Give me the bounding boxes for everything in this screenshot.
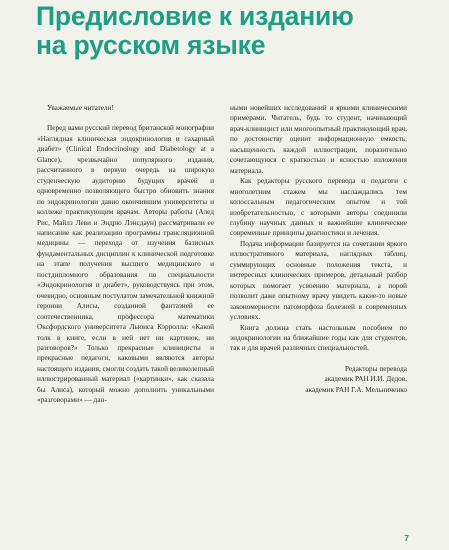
paragraph-3: Подача информации базируется на сочетании яркого иллюстративного материала, наглядных таблиц, суммирующих основные положения текста, и интересных клинических примеров, детальный разбор которых помогает усвоению материала, а порой позволит даже опытному врачу увидеть какие-то новые закономерности патоморфоза болезней в современных условиях. — [230, 239, 407, 322]
title-line-2: на русском языке — [36, 30, 266, 60]
right-column — [230, 103, 407, 395]
signature-line-2: академик РАН И.И. Дедов, — [324, 375, 407, 384]
paragraph-2: Как редакторы русского перевода и педагоги с многолетним стажем мы наслаждались тем колоссальным педагогическим опытом и той изобретательностью, с которыми авторы соединили глубину научных данных и важнейшие клинические современные принципы диагностики и лечения. — [230, 177, 407, 238]
paragraph-1-continuation: ными новейших исследований и яркими клиническими примерами. Читатель, будь то студент, начинающий врач-клиницист или многоопытный практикующий врач, по достоинству оценит информационную емкость, насыщенность каждой иллюстрации, поразительно сочетающуюся с краткостью и ясностью изложения материала. — [230, 104, 407, 175]
paragraph-1: Перед вами русский перевод британской монографии «Наглядная клиническая эндокринология и сахарный диабет» (Clinical Endocrinology and Diabetology at a Glance), чрезвычайно популярного издания, рассчитанного в первую очередь на широкую студенческую аудиторию будущих врачей и одновременно позволяющего быстро обновить знания по эндокринологии давно окончившим университеты и коллеже практикующим врачам. Авторы работы (Алед Рис, Майлз Леви и Эндрю Лэнсдаун) рассматривали ее написание как реализацию программы трансляционной медицины — перехода от изучения базисных фундаментальных дисциплин к клинической подготовке на этапе получения высшего медицинского и постдипломного образования по специальности «Эндокринология и диабет», руководствуясь при этом, очевидно, основным постулатом замечательной книжной героини Алисы, созданной фантазией ее соотечественника, профессора математики Оксфордского университета Льюиса Кэрролла: «Какой толк в книге, если в ней нет ни картинок, ни разговоров?» Только прекрасные клиницисты и прекрасные педагоги, каковыми являются авторы настоящего издания, смогли создать такой великолепный иллюстрированный материал («картинки», как сказала бы Алиса), который можно дополнить уникальными «разговорами» — дан- — [37, 124, 214, 405]
greeting: Уважаемые читатели! — [47, 104, 114, 112]
paragraph-4: Книга должна стать настольным пособием по эндокринологии на ближайшие годы как для студентов, так и для врачей различных специальностей. — [230, 323, 407, 353]
title-line-1: Предисловие к изданию — [36, 1, 354, 31]
signature-block — [230, 364, 407, 395]
page-title — [36, 2, 354, 60]
signature-line-1: Редакторы перевода — [344, 364, 407, 373]
signature-line-3: академик РАН Г.А. Мельниченко — [305, 385, 407, 394]
left-column — [37, 103, 214, 406]
page-number: 7 — [404, 533, 409, 543]
